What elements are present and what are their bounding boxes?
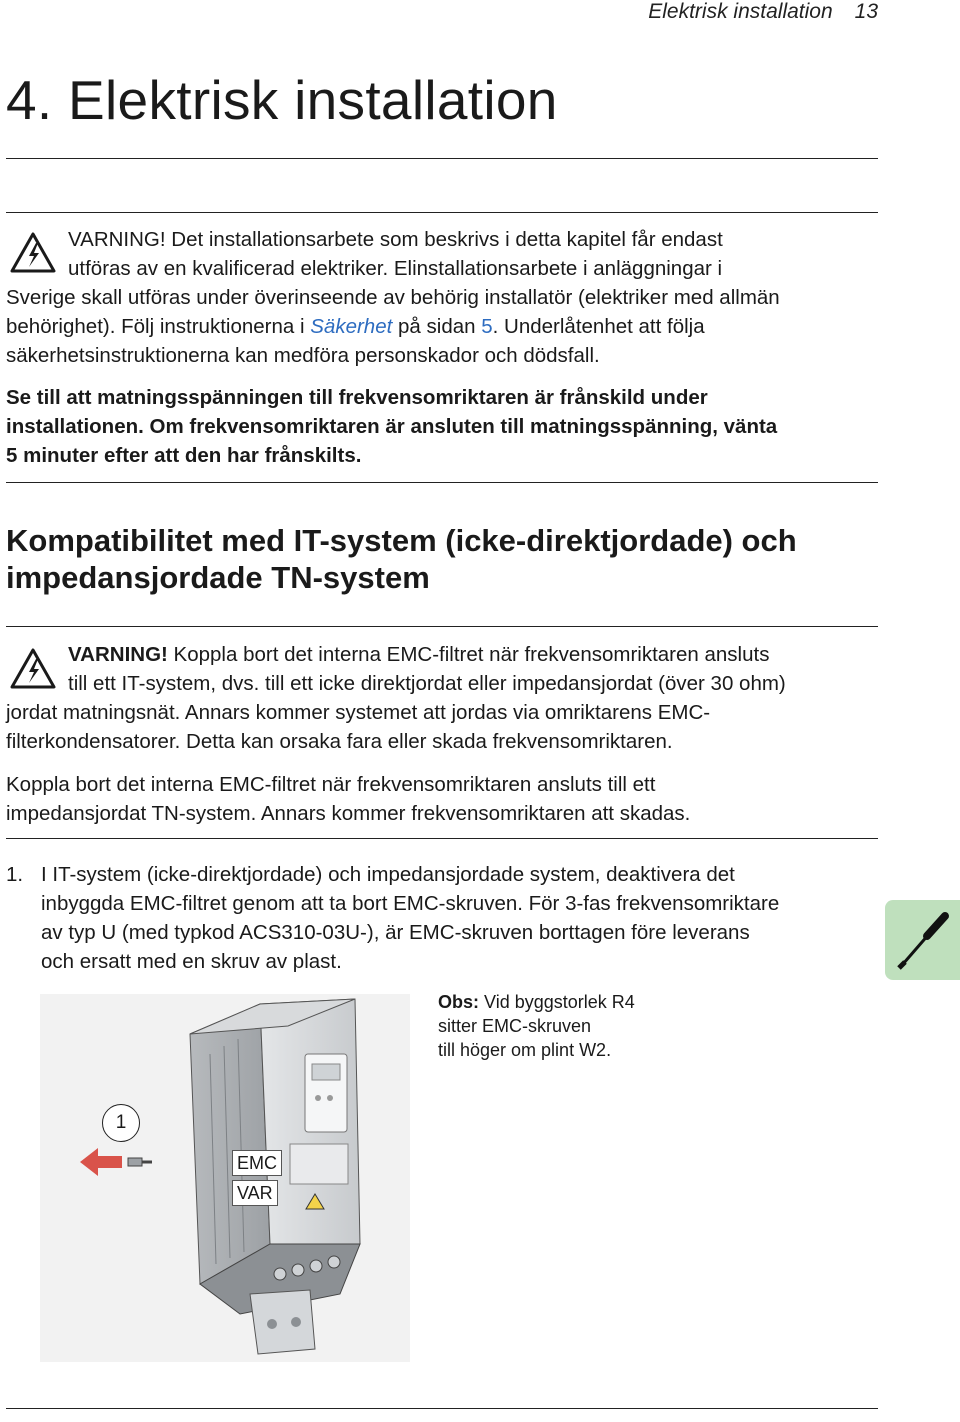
- var-label: VAR: [232, 1180, 278, 1206]
- warning2-para2: impedansjordat TN-system. Annars kommer frekvensomriktaren att skadas.: [6, 802, 691, 825]
- warning1-line1: VARNING! Det installationsarbete som beskrivs i detta kapitel får endast: [68, 228, 723, 251]
- warning2-line1: VARNING! Koppla bort det interna EMC-filtret när frekvensomriktaren ansluts: [68, 643, 770, 666]
- chapter-title: 4. Elektrisk installation: [6, 69, 558, 131]
- step-number: 1.: [6, 863, 24, 886]
- warning2-para1: Koppla bort det interna EMC-filtret när frekvensomriktaren ansluts till ett: [6, 773, 656, 796]
- warning1-line2: utföras av en kvalificerad elektriker. Elinstallationsarbete i anläggningar i: [68, 257, 723, 280]
- warning2-line2: till ett IT-system, dvs. till ett icke direktjordat eller impedansjordat (över 30 ohm): [68, 672, 786, 695]
- tool-tab: [885, 900, 960, 980]
- warning2-line4: filterkondensatorer. Detta kan orsaka fara eller skada frekvensomriktaren.: [6, 730, 673, 753]
- warning1-line5: säkerhetsinstruktionerna kan medföra personskador och dödsfall.: [6, 344, 600, 367]
- running-header: [648, 0, 878, 24]
- header-title: Elektrisk installation: [648, 0, 833, 23]
- drive-illustration: [40, 994, 410, 1362]
- callout-number: 1: [102, 1104, 140, 1142]
- screwdriver-icon: [885, 900, 960, 980]
- warning2-line3: jordat matningsnät. Annars kommer systemet att jordas via omriktarens EMC-: [6, 701, 711, 724]
- note-line3: till höger om plint W2.: [438, 1040, 612, 1060]
- divider: [6, 212, 878, 213]
- warning1-bold3: 5 minuter efter att den har frånskilts.: [6, 444, 362, 467]
- warning1-line4: behörighet). Följ instruktionerna i Säkerhet på sidan 5. Underlåtenhet att följa: [6, 315, 705, 338]
- page-link[interactable]: 5: [481, 315, 493, 338]
- footer-divider: [6, 1408, 878, 1409]
- warning1-label: VARNING!: [68, 228, 166, 251]
- step1-line2: inbyggda EMC-filtret genom att ta bort EMC-skruven. För 3-fas frekvensomriktare: [41, 892, 780, 915]
- divider: [6, 626, 878, 627]
- note-line1: Obs: Vid byggstorlek R4: [438, 992, 635, 1012]
- page-number: 13: [854, 0, 878, 23]
- warning-electric-icon: [10, 648, 56, 690]
- section-title: Kompatibilitet med IT-system (icke-direktjordade) och impedansjordade TN-system: [6, 523, 797, 595]
- divider: [6, 838, 878, 839]
- divider: [6, 482, 878, 483]
- step1-line3: av typ U (med typkod ACS310-03U-), är EMC-skruven borttagen före leverans: [41, 921, 750, 944]
- warning1-bold1: Se till att matningsspänningen till frekvensomriktaren är frånskild under: [6, 386, 708, 409]
- warning-electric-icon: [10, 232, 56, 274]
- warning2-label: VARNING!: [68, 643, 168, 666]
- note-label: Obs:: [438, 992, 480, 1012]
- note-line2: sitter EMC-skruven: [438, 1016, 592, 1036]
- divider: [6, 158, 878, 159]
- safety-link[interactable]: Säkerhet: [310, 315, 393, 338]
- emc-label: EMC: [232, 1150, 282, 1176]
- warning1-line3: Sverige skall utföras under överinseende av behörig installatör (elektriker med allmän: [6, 286, 780, 309]
- warning1-bold2: installationen. Om frekvensomriktaren är ansluten till matningsspänning, vänta: [6, 415, 778, 438]
- step1-line1: I IT-system (icke-direktjordade) och impedansjordade system, deaktivera det: [41, 863, 735, 886]
- step1-line4: och ersatt med en skruv av plast.: [41, 950, 342, 973]
